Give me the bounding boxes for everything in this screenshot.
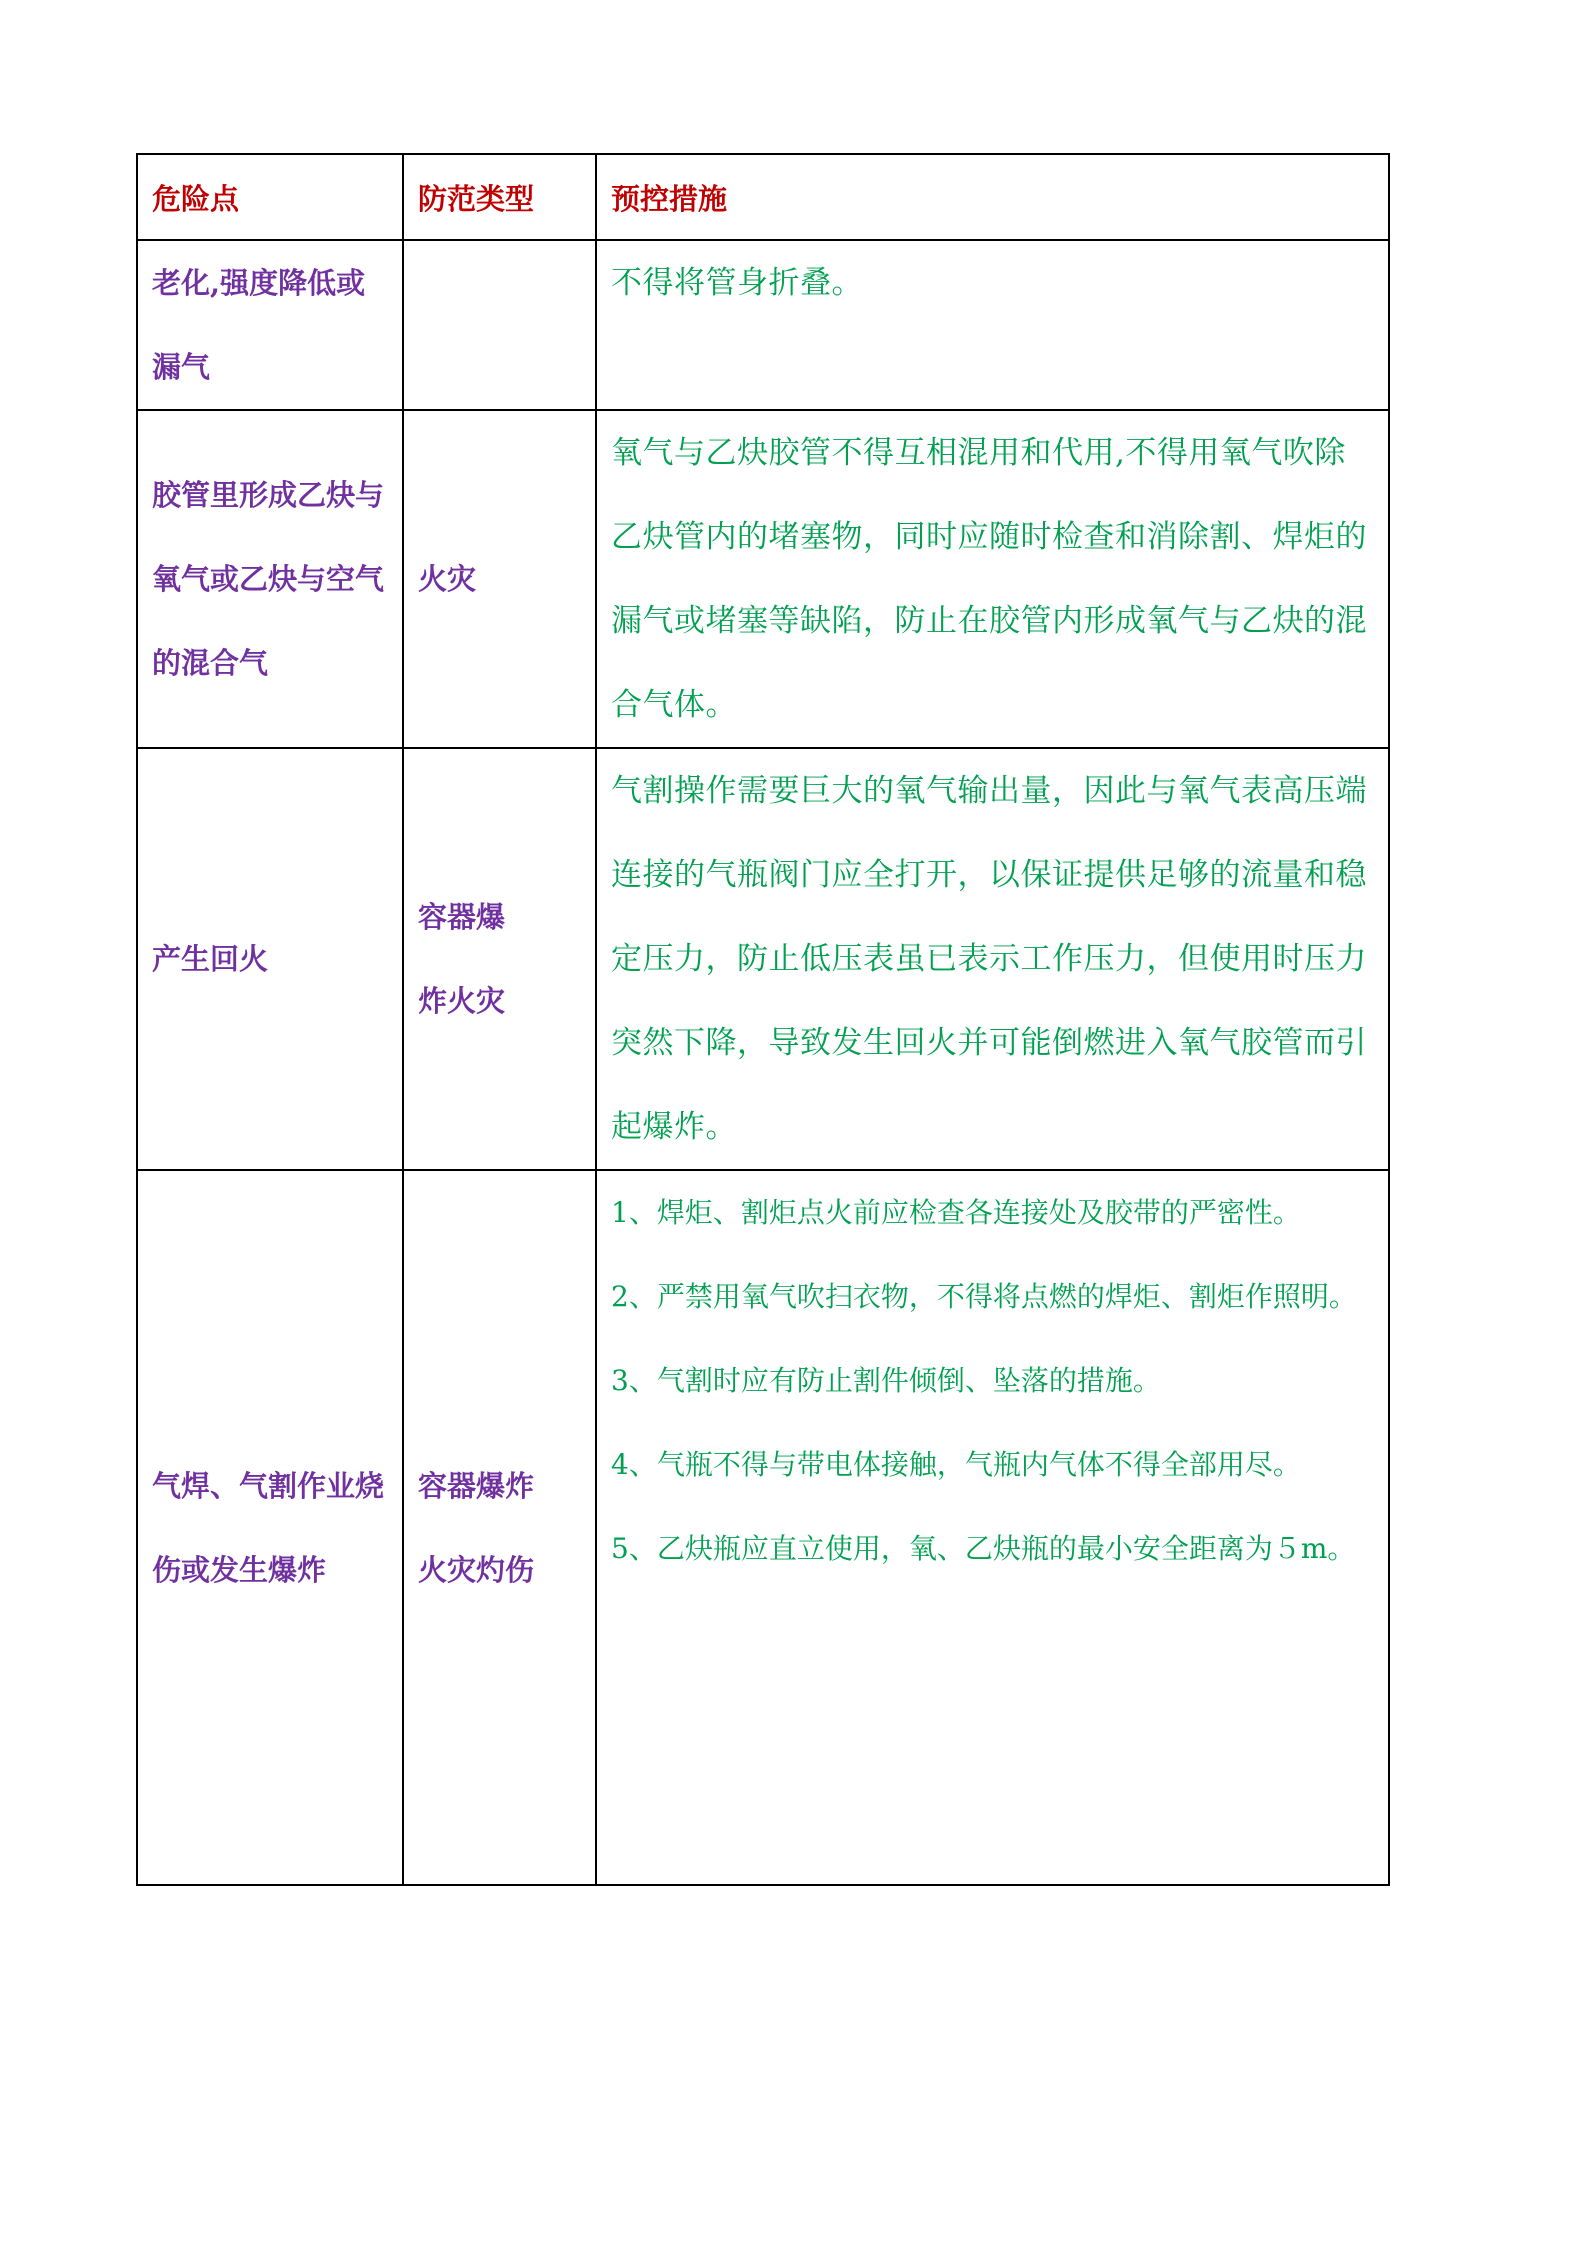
list-item: 2、严禁用氧气吹扫衣物，不得将点燃的焊炬、割炬作照明。 — [611, 1280, 1357, 1313]
header-cell-type: 防范类型 — [403, 154, 596, 240]
type-cell: 火灾 — [403, 410, 596, 748]
header-cell-hazard: 危险点 — [137, 154, 403, 240]
list-item: 5、乙炔瓶应直立使用，氧、乙炔瓶的最小安全距离为５m。 — [611, 1532, 1356, 1565]
measures-cell: 气割操作需要巨大的氧气输出量，因此与氧气表高压端连接的气瓶阀门应全打开，以保证提供足够的流量和稳定压力，防止低压表虽已表示工作压力，但使用时压力突然下降，导致发生回火并可能倒燃进入氧气胶管而引起爆炸。 — [596, 748, 1389, 1170]
measures-cell — [596, 1170, 1389, 1885]
list-item: 1、焊炬、割炬点火前应检查各连接处及胶带的严密性。 — [611, 1196, 1301, 1229]
type-cell: 容器爆炸火灾 — [403, 748, 596, 1170]
risk-control-table — [136, 153, 1390, 1886]
table-row — [137, 240, 1389, 410]
measures-cell: 不得将管身折叠。 — [596, 240, 1389, 410]
table-row — [137, 1170, 1389, 1885]
table-header-row — [137, 154, 1389, 240]
list-item: 4、气瓶不得与带电体接触，气瓶内气体不得全部用尽。 — [611, 1448, 1301, 1481]
header-cell-measures: 预控措施 — [596, 154, 1389, 240]
measures-list — [611, 1171, 1374, 1591]
hazard-cell: 气焊、气割作业烧伤或发生爆炸 — [137, 1170, 403, 1885]
hazard-cell: 产生回火 — [137, 748, 403, 1170]
type-cell: 容器爆炸火灾灼伤 — [403, 1170, 596, 1885]
measures-cell: 氧气与乙炔胶管不得互相混用和代用,不得用氧气吹除乙炔管内的堵塞物，同时应随时检查和消除割、焊炬的漏气或堵塞等缺陷，防止在胶管内形成氧气与乙炔的混合气体。 — [596, 410, 1389, 748]
hazard-cell: 老化,强度降低或漏气 — [137, 240, 403, 410]
hazard-cell: 胶管里形成乙炔与氧气或乙炔与空气的混合气 — [137, 410, 403, 748]
table-row — [137, 410, 1389, 748]
list-item: 3、气割时应有防止割件倾倒、坠落的措施。 — [611, 1364, 1161, 1397]
table-row — [137, 748, 1389, 1170]
type-cell — [403, 240, 596, 410]
